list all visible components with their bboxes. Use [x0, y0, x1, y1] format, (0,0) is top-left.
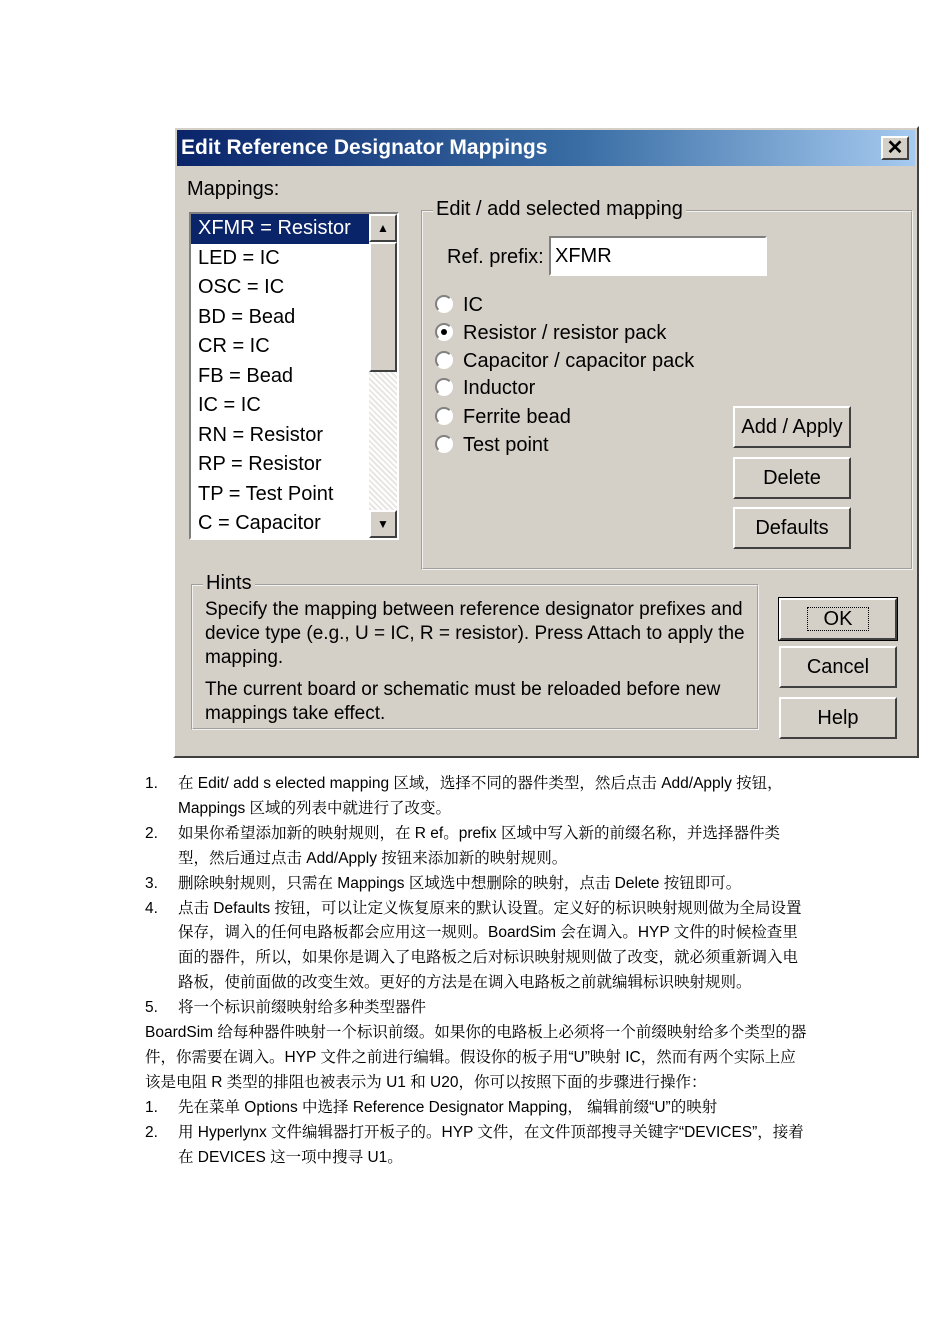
- mapping-item[interactable]: BD = Bead: [198, 305, 296, 328]
- list-item: [145, 897, 810, 997]
- list-number: 5.: [145, 999, 158, 1017]
- add-apply-button[interactable]: Add / Apply: [733, 406, 851, 448]
- radio-button[interactable]: [435, 407, 453, 425]
- ref-prefix-label: Ref. prefix:: [447, 246, 544, 268]
- mappings-list: [191, 214, 369, 539]
- radio-option[interactable]: [435, 320, 666, 346]
- close-button[interactable]: [881, 136, 909, 160]
- list-text: 如果你希望添加新的映射规则，在 R ef。prefix 区域中写入新的前缀名称，并选择器件类型，然后通过点击 Add/Apply 按钮来添加新的映射规则。: [178, 824, 780, 867]
- help-button[interactable]: Help: [779, 697, 897, 739]
- list-number: 1.: [145, 1098, 158, 1116]
- scroll-down-button[interactable]: [369, 510, 397, 538]
- dialog-title: Edit Reference Designator Mappings: [181, 136, 548, 159]
- ref-prefix-input[interactable]: [549, 236, 767, 276]
- hints-text: [205, 598, 745, 734]
- defaults-button[interactable]: Defaults: [733, 507, 851, 549]
- radio-label: IC: [463, 294, 483, 316]
- list-item: [145, 996, 810, 1021]
- list-text: 将一个标识前缀映射给多种类型器件: [178, 999, 427, 1017]
- mapping-item[interactable]: CR = IC: [198, 335, 270, 357]
- radio-label: Test point: [463, 434, 549, 456]
- list-number: 3.: [145, 874, 158, 892]
- body-paragraph: BoardSim 给每种器件映射一个标识前缀。如果你的电路板上必须将一个前缀映射给多个类型的器件，你需要在调入。HYP 文件之前进行编辑。假设你的板子用“U”映射 IC，然而有两个实际上应该是电阻 R 类型的排阻也被表示为 U1 和 U20，你可以按照下面的步骤进行操作：: [145, 1024, 807, 1091]
- scroll-up-button[interactable]: [369, 214, 397, 242]
- edit-group-title: Edit / add selected mapping: [433, 198, 686, 221]
- mapping-item[interactable]: LED = IC: [198, 246, 280, 269]
- radio-label: Capacitor / capacitor pack: [463, 350, 695, 372]
- radio-label: Ferrite bead: [463, 406, 571, 428]
- scroll-thumb[interactable]: [369, 242, 397, 372]
- steps-list-1: [145, 772, 810, 1021]
- mappings-label: Mappings:: [187, 178, 280, 200]
- radio-button[interactable]: [435, 351, 453, 369]
- hint-paragraph: Specify the mapping between reference designator prefixes and device type (e.g., U = IC, R = resistor). Press Attach to apply the mapping.: [205, 599, 745, 668]
- list-text: 用 Hyperlynx 文件编辑器打开板子的。HYP 文件，在文件顶部搜寻关键字“DEVICES”，接着在 DEVICES 这一项中搜寻 U1。: [178, 1123, 804, 1166]
- ok-label: OK: [807, 607, 870, 631]
- list-item: [145, 1121, 810, 1171]
- list-item: [145, 1096, 810, 1121]
- mapping-item[interactable]: RP = Resistor: [198, 453, 322, 475]
- radio-button[interactable]: [435, 378, 453, 396]
- list-text: 先在菜单 Options 中选择 Reference Designator Mapping， 编辑前缀“U”的映射: [178, 1098, 718, 1116]
- list-number: 4.: [145, 899, 158, 917]
- radio-label: Inductor: [463, 377, 536, 399]
- arrow-down-icon: ▼: [377, 517, 389, 531]
- list-text: 删除映射规则，只需在 Mappings 区域选中想删除的映射，点击 Delete 按钮即可。: [178, 874, 742, 892]
- hints-title: Hints: [203, 572, 255, 595]
- list-number: 1.: [145, 775, 158, 792]
- radio-button[interactable]: [435, 323, 453, 341]
- dialog-titlebar: [177, 130, 915, 166]
- hint-paragraph: The current board or schematic must be reloaded before new mappings take effect.: [205, 679, 721, 724]
- mapping-item[interactable]: TP = Test Point: [198, 482, 334, 505]
- mapping-item[interactable]: XFMR = Resistor: [191, 214, 369, 244]
- list-text: 在 Edit/ add s elected mapping 区域，选择不同的器件类型，然后点击 Add/Apply 按钮，Mappings 区域的列表中就进行了改变。: [178, 775, 783, 817]
- radio-option[interactable]: [435, 432, 549, 458]
- arrow-up-icon: ▲: [377, 221, 389, 235]
- mapping-item[interactable]: FB = Bead: [198, 364, 294, 387]
- mappings-scrollbar[interactable]: [369, 214, 397, 538]
- list-text: 点击 Defaults 按钮，可以让定义恢复原来的默认设置。定义好的标识映射规则做为全局设置保存，调入的任何电路板都会应用这一规则。BoardSim 会在调入。HYP 文件的时候检查里面的器件，所以，如果你是调入了电路板之后对标识映射规则做了改变，就必须重新调入电路板，使前面做的改变生效。更好的方法是在调入电路板之前就编辑标识映射规则。: [178, 899, 802, 992]
- mappings-listbox[interactable]: [189, 212, 399, 540]
- cancel-button[interactable]: Cancel: [779, 646, 897, 688]
- mapping-item[interactable]: RN = Resistor: [198, 423, 324, 446]
- close-icon: ✕: [886, 137, 904, 159]
- list-item: [145, 822, 810, 872]
- edit-mappings-dialog: [173, 126, 919, 758]
- mapping-item[interactable]: OSC = IC: [198, 276, 285, 298]
- mapping-item[interactable]: IC = IC: [198, 394, 261, 416]
- hints-group: [191, 572, 759, 730]
- radio-option[interactable]: [435, 292, 483, 318]
- radio-option[interactable]: [435, 348, 694, 374]
- radio-option[interactable]: [435, 404, 571, 430]
- radio-label: Resistor / resistor pack: [463, 322, 667, 344]
- delete-button[interactable]: Delete: [733, 457, 851, 499]
- document-body: [145, 772, 810, 1171]
- ok-button[interactable]: [779, 598, 897, 640]
- list-number: 2.: [145, 1123, 158, 1141]
- list-item: [145, 872, 810, 897]
- radio-option[interactable]: [435, 375, 535, 401]
- mapping-item[interactable]: C = Capacitor: [198, 512, 321, 534]
- radio-button[interactable]: [435, 435, 453, 453]
- list-item: [145, 772, 810, 822]
- radio-button[interactable]: [435, 295, 453, 313]
- list-number: 2.: [145, 824, 158, 842]
- steps-list-2: [145, 1096, 810, 1171]
